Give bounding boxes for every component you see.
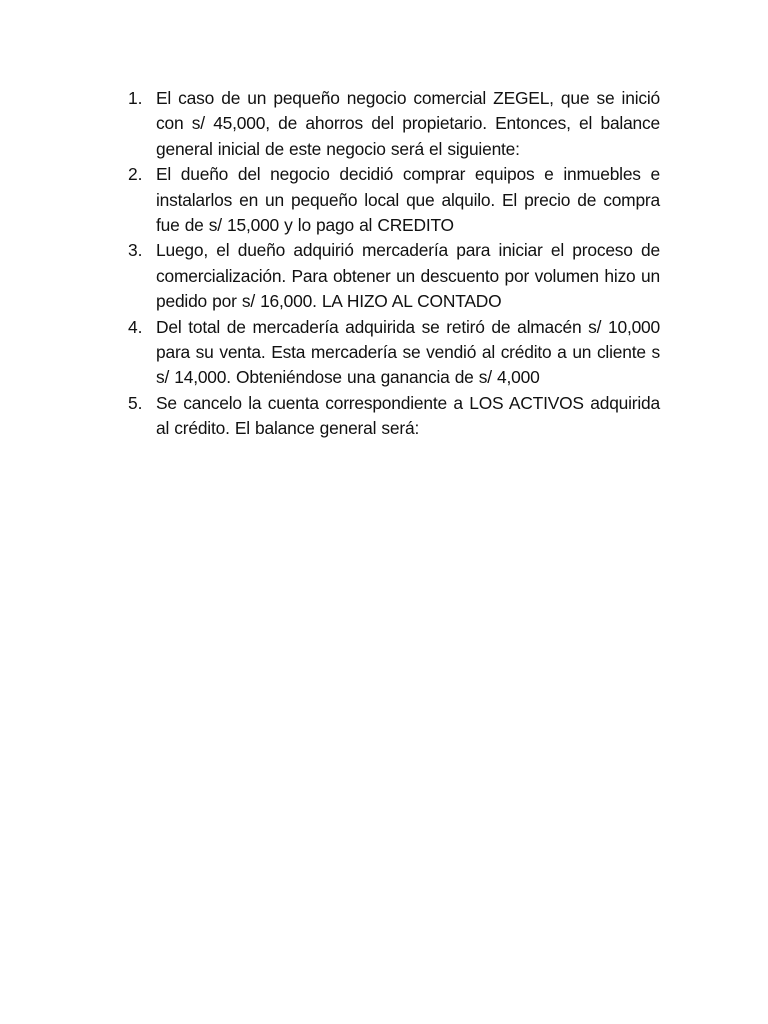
list-item [128,162,660,238]
list-item-number: 4. [128,316,143,337]
list-item-number: 1. [128,88,143,108]
document-body [128,86,660,442]
list-item-number: 5. [128,392,143,413]
list-item-text: Se cancelo la cuenta correspondiente a LOS ACTIVOS adquirida al crédito. El balance general será: [156,392,660,439]
list-item-text: El dueño del negocio decidió comprar equipos e inmuebles e instalarlos en un pequeño local que alquilo. El precio de compra fue de s/ 15,000 y lo pago al CREDITO [156,164,660,236]
list-item-number: 3. [128,240,143,261]
list-item [128,315,660,391]
list-item [128,238,660,314]
list-item [128,86,660,162]
list-item [128,391,660,442]
list-item-text: Del total de mercadería adquirida se retiró de almacén s/ 10,000 para su venta. Esta mercadería se vendió al crédito a un cliente s s/ 14,000. Obteniéndose una ganancia de s/ 4,000 [156,316,660,388]
list-item-text: El caso de un pequeño negocio comercial ZEGEL, que se inició con s/ 45,000, de ahorros del propietario. Entonces, el balance general inicial de este negocio será el siguiente: [156,88,660,159]
numbered-list [128,86,660,442]
list-item-text: Luego, el dueño adquirió mercadería para iniciar el proceso de comercialización. Para obtener un descuento por volumen hizo un pedido por s/ 16,000. LA HIZO AL CONTADO [156,240,660,312]
list-item-number: 2. [128,164,143,185]
